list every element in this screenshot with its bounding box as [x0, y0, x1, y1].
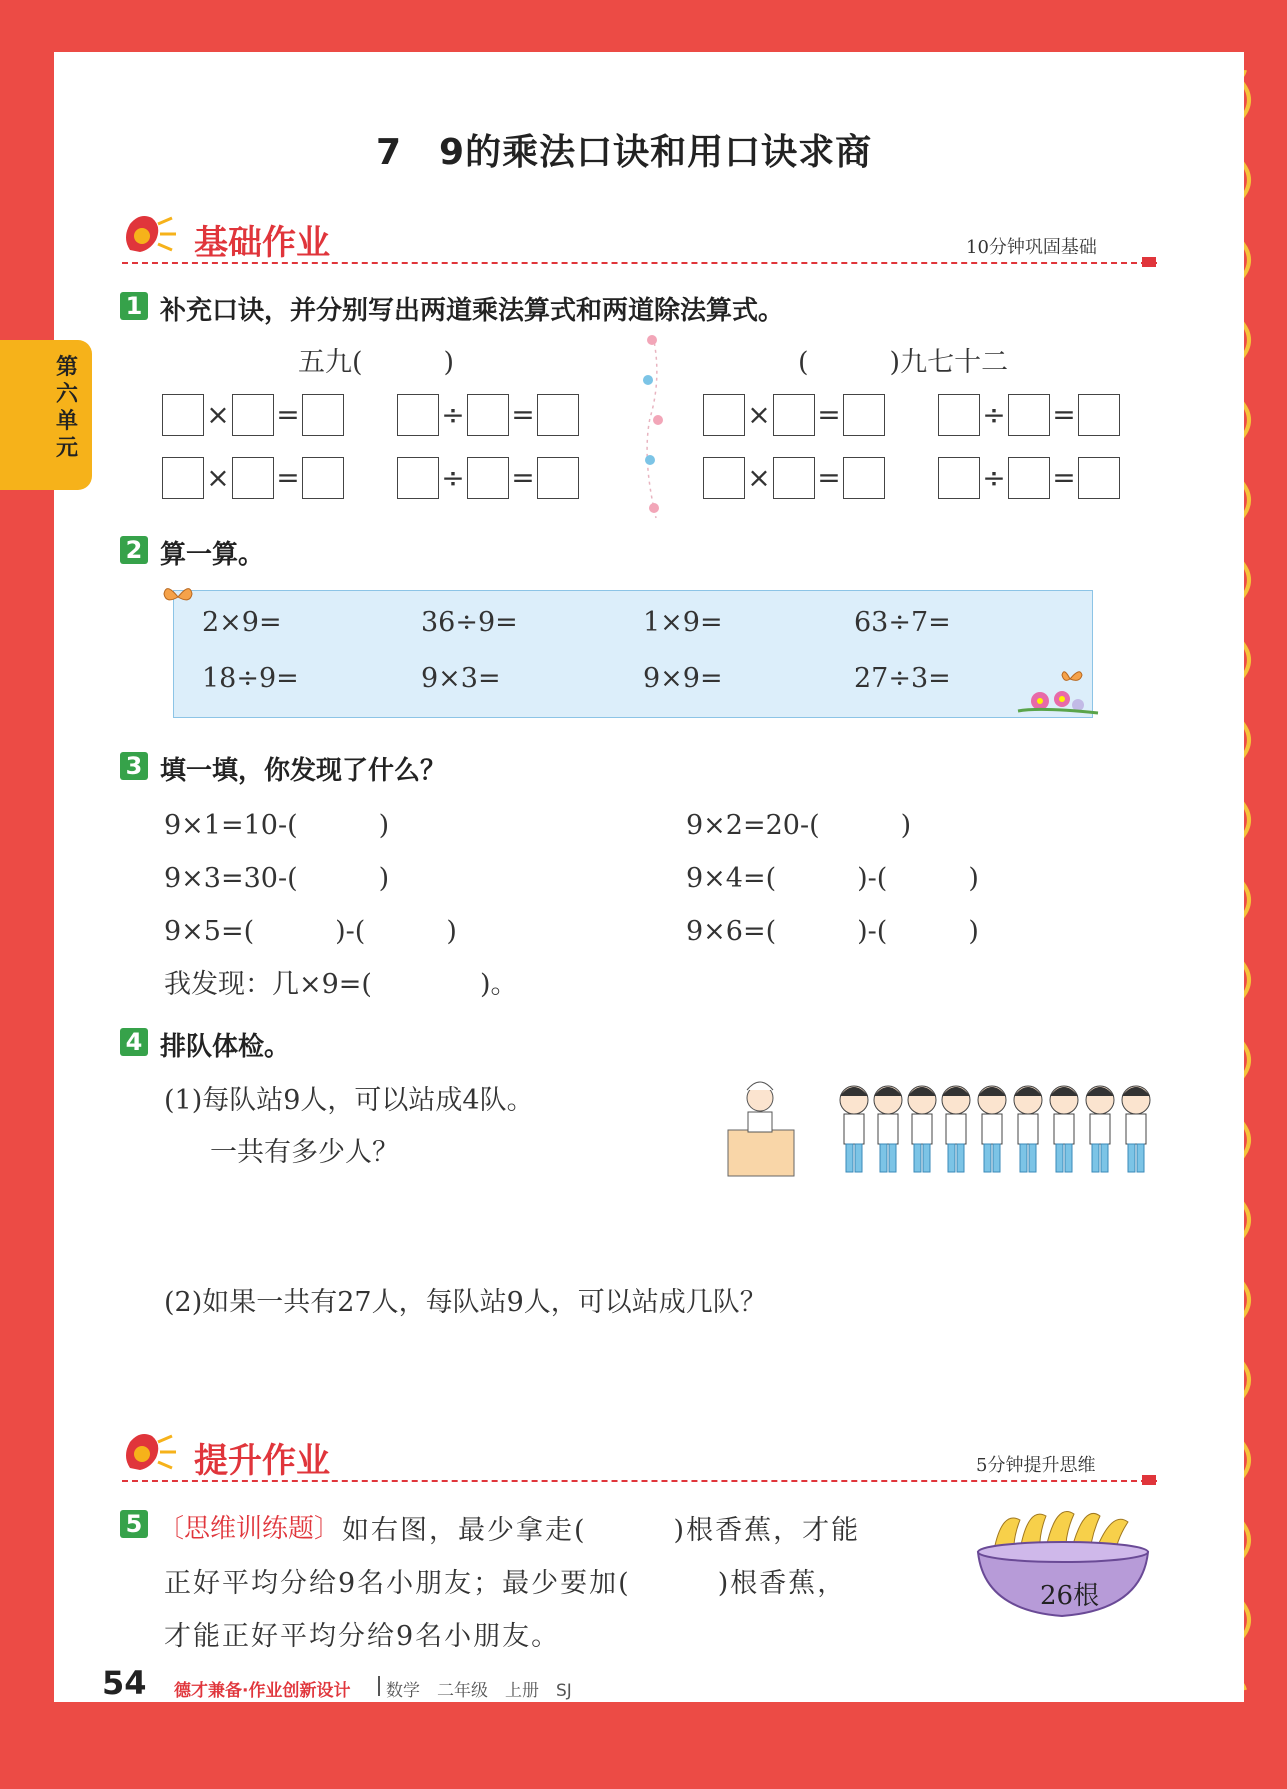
unit-tab-label: 第六单元 — [55, 355, 78, 461]
times-sign: × — [206, 398, 230, 431]
answer-box[interactable] — [1008, 457, 1050, 499]
equals-sign: = — [276, 398, 300, 431]
section-note-basic: 10分钟巩固基础 — [966, 237, 1097, 258]
calc-item: 2×9= — [202, 607, 282, 638]
section-note-advanced: 5分钟提升思维 — [976, 1455, 1096, 1476]
page-title: 7 9的乘法口诀和用口诀求商 — [376, 132, 873, 173]
answer-box[interactable] — [773, 457, 815, 499]
times-sign: × — [747, 398, 771, 431]
equals-sign: = — [1052, 398, 1076, 431]
checkup-illustration — [720, 1068, 1160, 1183]
divide-sign: ÷ — [441, 398, 465, 431]
equation-row — [397, 394, 579, 436]
equals-sign: = — [1052, 461, 1076, 494]
subject-info: 数学 二年级 上册 SJ — [386, 1681, 572, 1701]
q5-line-3: 才能正好平均分给9名小朋友。 — [164, 1621, 561, 1652]
answer-box[interactable] — [302, 394, 344, 436]
question-text-1: 补充口诀，并分别写出两道乘法算式和两道除法算式。 — [160, 296, 785, 326]
answer-box[interactable] — [773, 394, 815, 436]
subquestion-1-ask: 一共有多少人？ — [210, 1137, 399, 1168]
fill-line: 9×3=30-( ) — [164, 863, 390, 894]
equals-sign: = — [817, 398, 841, 431]
question-number-3: 3 — [120, 752, 148, 780]
question-tag: 〔思维训练题〕 — [158, 1514, 341, 1544]
series-name: 德才兼备·作业创新设计 — [174, 1681, 351, 1701]
equation-row — [938, 457, 1120, 499]
calc-item: 1×9= — [643, 607, 723, 638]
answer-box[interactable] — [162, 457, 204, 499]
calc-item: 18÷9= — [202, 663, 299, 694]
equation-row — [162, 394, 344, 436]
calc-item: 27÷3= — [854, 663, 951, 694]
q5-line-1: 如右图，最少拿走( )根香蕉，才能 — [342, 1515, 861, 1546]
answer-box[interactable] — [397, 457, 439, 499]
answer-box[interactable] — [938, 394, 980, 436]
footer-separator — [378, 1676, 380, 1696]
calc-item: 36÷9= — [421, 607, 518, 638]
equation-row — [397, 457, 579, 499]
times-sign: × — [747, 461, 771, 494]
divider-end — [1142, 1475, 1156, 1485]
answer-box[interactable] — [843, 394, 885, 436]
equation-row — [703, 457, 885, 499]
divider-end — [1142, 257, 1156, 267]
times-sign: × — [206, 461, 230, 494]
calc-item: 9×3= — [421, 663, 501, 694]
butterfly-icon — [162, 582, 194, 612]
fill-line: 9×4=( )-( ) — [686, 863, 979, 894]
q5-line-2: 正好平均分给9名小朋友；最少要加( )根香蕉， — [164, 1568, 847, 1599]
answer-box[interactable] — [537, 394, 579, 436]
divide-sign: ÷ — [441, 461, 465, 494]
answer-box[interactable] — [843, 457, 885, 499]
question-number-4: 4 — [120, 1028, 148, 1056]
calculation-panel — [173, 590, 1093, 718]
bell-icon — [118, 1428, 180, 1478]
calc-item: 9×9= — [643, 663, 723, 694]
fill-line: 9×6=( )-( ) — [686, 916, 979, 947]
flowers-icon — [1010, 665, 1100, 720]
question-text-3: 填一填，你发现了什么？ — [160, 756, 447, 786]
page-number: 54 — [102, 1664, 147, 1702]
answer-box[interactable] — [232, 457, 274, 499]
equation-row — [162, 457, 344, 499]
subquestion-2: (2)如果一共有27人，每队站9人，可以站成几队？ — [164, 1287, 767, 1318]
unit-tab — [0, 340, 92, 490]
fill-line: 9×5=( )-( ) — [164, 916, 457, 947]
divider — [122, 1480, 1157, 1482]
equals-sign: = — [817, 461, 841, 494]
bowl-label: 26根 — [1040, 1581, 1100, 1611]
answer-box[interactable] — [537, 457, 579, 499]
section-title-basic: 基础作业 — [194, 223, 330, 263]
answer-box[interactable] — [162, 394, 204, 436]
answer-box[interactable] — [703, 394, 745, 436]
bell-icon — [118, 210, 180, 260]
equals-sign: = — [511, 461, 535, 494]
fill-line: 9×2=20-( ) — [686, 810, 912, 841]
answer-box[interactable] — [467, 394, 509, 436]
equals-sign: = — [276, 461, 300, 494]
subquestion-1: (1)每队站9人，可以站成4队。 — [164, 1085, 534, 1116]
equation-row — [703, 394, 885, 436]
answer-box[interactable] — [1078, 457, 1120, 499]
answer-box[interactable] — [467, 457, 509, 499]
answer-box[interactable] — [703, 457, 745, 499]
finding-line: 我发现：几×9=( )。 — [164, 969, 518, 1000]
question-number-5: 5 — [120, 1510, 148, 1538]
answer-box[interactable] — [1008, 394, 1050, 436]
section-title-advanced: 提升作业 — [194, 1441, 330, 1481]
paw-print-divider — [638, 328, 668, 528]
answer-box[interactable] — [1078, 394, 1120, 436]
calc-item: 63÷7= — [854, 607, 951, 638]
fill-line: 9×1=10-( ) — [164, 810, 390, 841]
question-text-2: 算一算。 — [160, 540, 265, 570]
answer-box[interactable] — [302, 457, 344, 499]
answer-box[interactable] — [232, 394, 274, 436]
divide-sign: ÷ — [982, 398, 1006, 431]
equation-row — [938, 394, 1120, 436]
rhyme-left: 五九( ) — [298, 347, 455, 378]
answer-box[interactable] — [938, 457, 980, 499]
answer-box[interactable] — [397, 394, 439, 436]
question-number-2: 2 — [120, 536, 148, 564]
question-text-4: 排队体检。 — [160, 1032, 291, 1062]
equals-sign: = — [511, 398, 535, 431]
divider — [122, 262, 1157, 264]
question-number-1: 1 — [120, 292, 148, 320]
rhyme-right: ( )九七十二 — [798, 347, 1009, 378]
divide-sign: ÷ — [982, 461, 1006, 494]
